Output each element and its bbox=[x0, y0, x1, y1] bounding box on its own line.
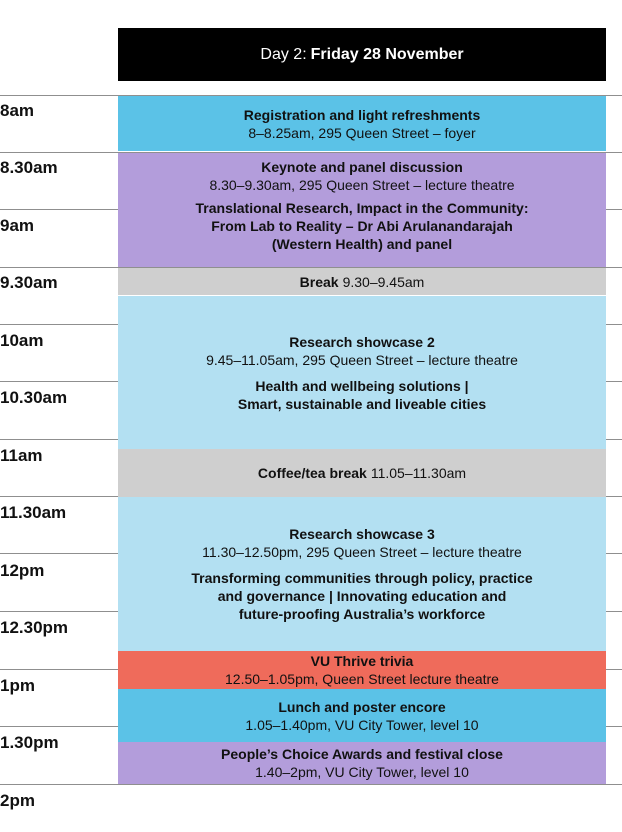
session-title: Research showcase 2 bbox=[289, 333, 435, 350]
session-detail: 9.30–9.45am bbox=[342, 273, 425, 290]
session-detail: 11.30–12.50pm, 295 Queen Street – lecture theatre bbox=[202, 544, 522, 560]
day-date: Friday 28 November bbox=[310, 45, 464, 63]
time-label: 12.30pm bbox=[0, 618, 69, 637]
session-awards bbox=[118, 742, 606, 784]
session-title: Break bbox=[299, 273, 339, 290]
session-detail: 9.45–11.05am, 295 Queen Street – lecture theatre bbox=[206, 351, 518, 368]
session-keynote bbox=[118, 153, 606, 267]
session-trivia bbox=[118, 651, 606, 689]
session-title: Lunch and poster encore bbox=[278, 698, 446, 715]
time-label: 1.30pm bbox=[0, 733, 59, 752]
time-label: 1pm bbox=[0, 676, 35, 695]
session-title: VU Thrive trivia bbox=[310, 653, 414, 669]
session-title: Registration and light refreshments bbox=[243, 106, 481, 123]
session-title: Keynote and panel discussion bbox=[261, 159, 463, 175]
session-lunch bbox=[118, 689, 606, 742]
session-topic: (Western Health) and panel bbox=[271, 236, 453, 252]
time-label: 10.30am bbox=[0, 388, 68, 407]
session-topic: From Lab to Reality – Dr Abi Arulanandarajah bbox=[211, 218, 513, 234]
time-label: 9.30am bbox=[0, 273, 58, 292]
session-showcase-3 bbox=[118, 497, 606, 651]
time-rule bbox=[0, 784, 622, 785]
session-detail: 1.05–1.40pm, VU City Tower, level 10 bbox=[245, 716, 479, 733]
session-title: People’s Choice Awards and festival close bbox=[221, 746, 503, 762]
day-header bbox=[118, 28, 606, 81]
session-detail: 8.30–9.30am, 295 Queen Street – lecture theatre bbox=[209, 177, 515, 193]
session-topic: Smart, sustainable and liveable cities bbox=[237, 395, 487, 412]
time-label: 2pm bbox=[0, 791, 35, 810]
session-topic: and governance | Innovating education and bbox=[217, 588, 507, 604]
session-coffee bbox=[118, 449, 606, 497]
day-label: Day 2: bbox=[260, 45, 307, 63]
session-title: Coffee/tea break bbox=[257, 465, 367, 481]
time-label: 8am bbox=[0, 101, 35, 120]
session-topic: future-proofing Australia’s workforce bbox=[238, 606, 486, 622]
session-registration bbox=[118, 96, 606, 151]
session-detail: 8–8.25am, 295 Queen Street – foyer bbox=[248, 124, 476, 141]
time-label: 12pm bbox=[0, 561, 45, 580]
session-detail: 1.40–2pm, VU City Tower, level 10 bbox=[255, 764, 469, 780]
session-detail: 12.50–1.05pm, Queen Street lecture theatre bbox=[225, 671, 499, 687]
session-topic: Transforming communities through policy, practice bbox=[191, 570, 533, 586]
session-detail: 11.05–11.30am bbox=[370, 465, 467, 481]
session-break bbox=[118, 268, 606, 295]
time-label: 8.30am bbox=[0, 158, 58, 177]
time-label: 9am bbox=[0, 216, 35, 235]
session-topic: Translational Research, Impact in the Community: bbox=[195, 200, 529, 216]
time-label: 11.30am bbox=[0, 503, 67, 522]
session-topic: Health and wellbeing solutions | bbox=[255, 377, 469, 394]
time-label: 11am bbox=[0, 446, 43, 465]
session-title: Research showcase 3 bbox=[289, 526, 435, 542]
session-showcase-2 bbox=[118, 296, 606, 449]
time-label: 10am bbox=[0, 331, 44, 350]
